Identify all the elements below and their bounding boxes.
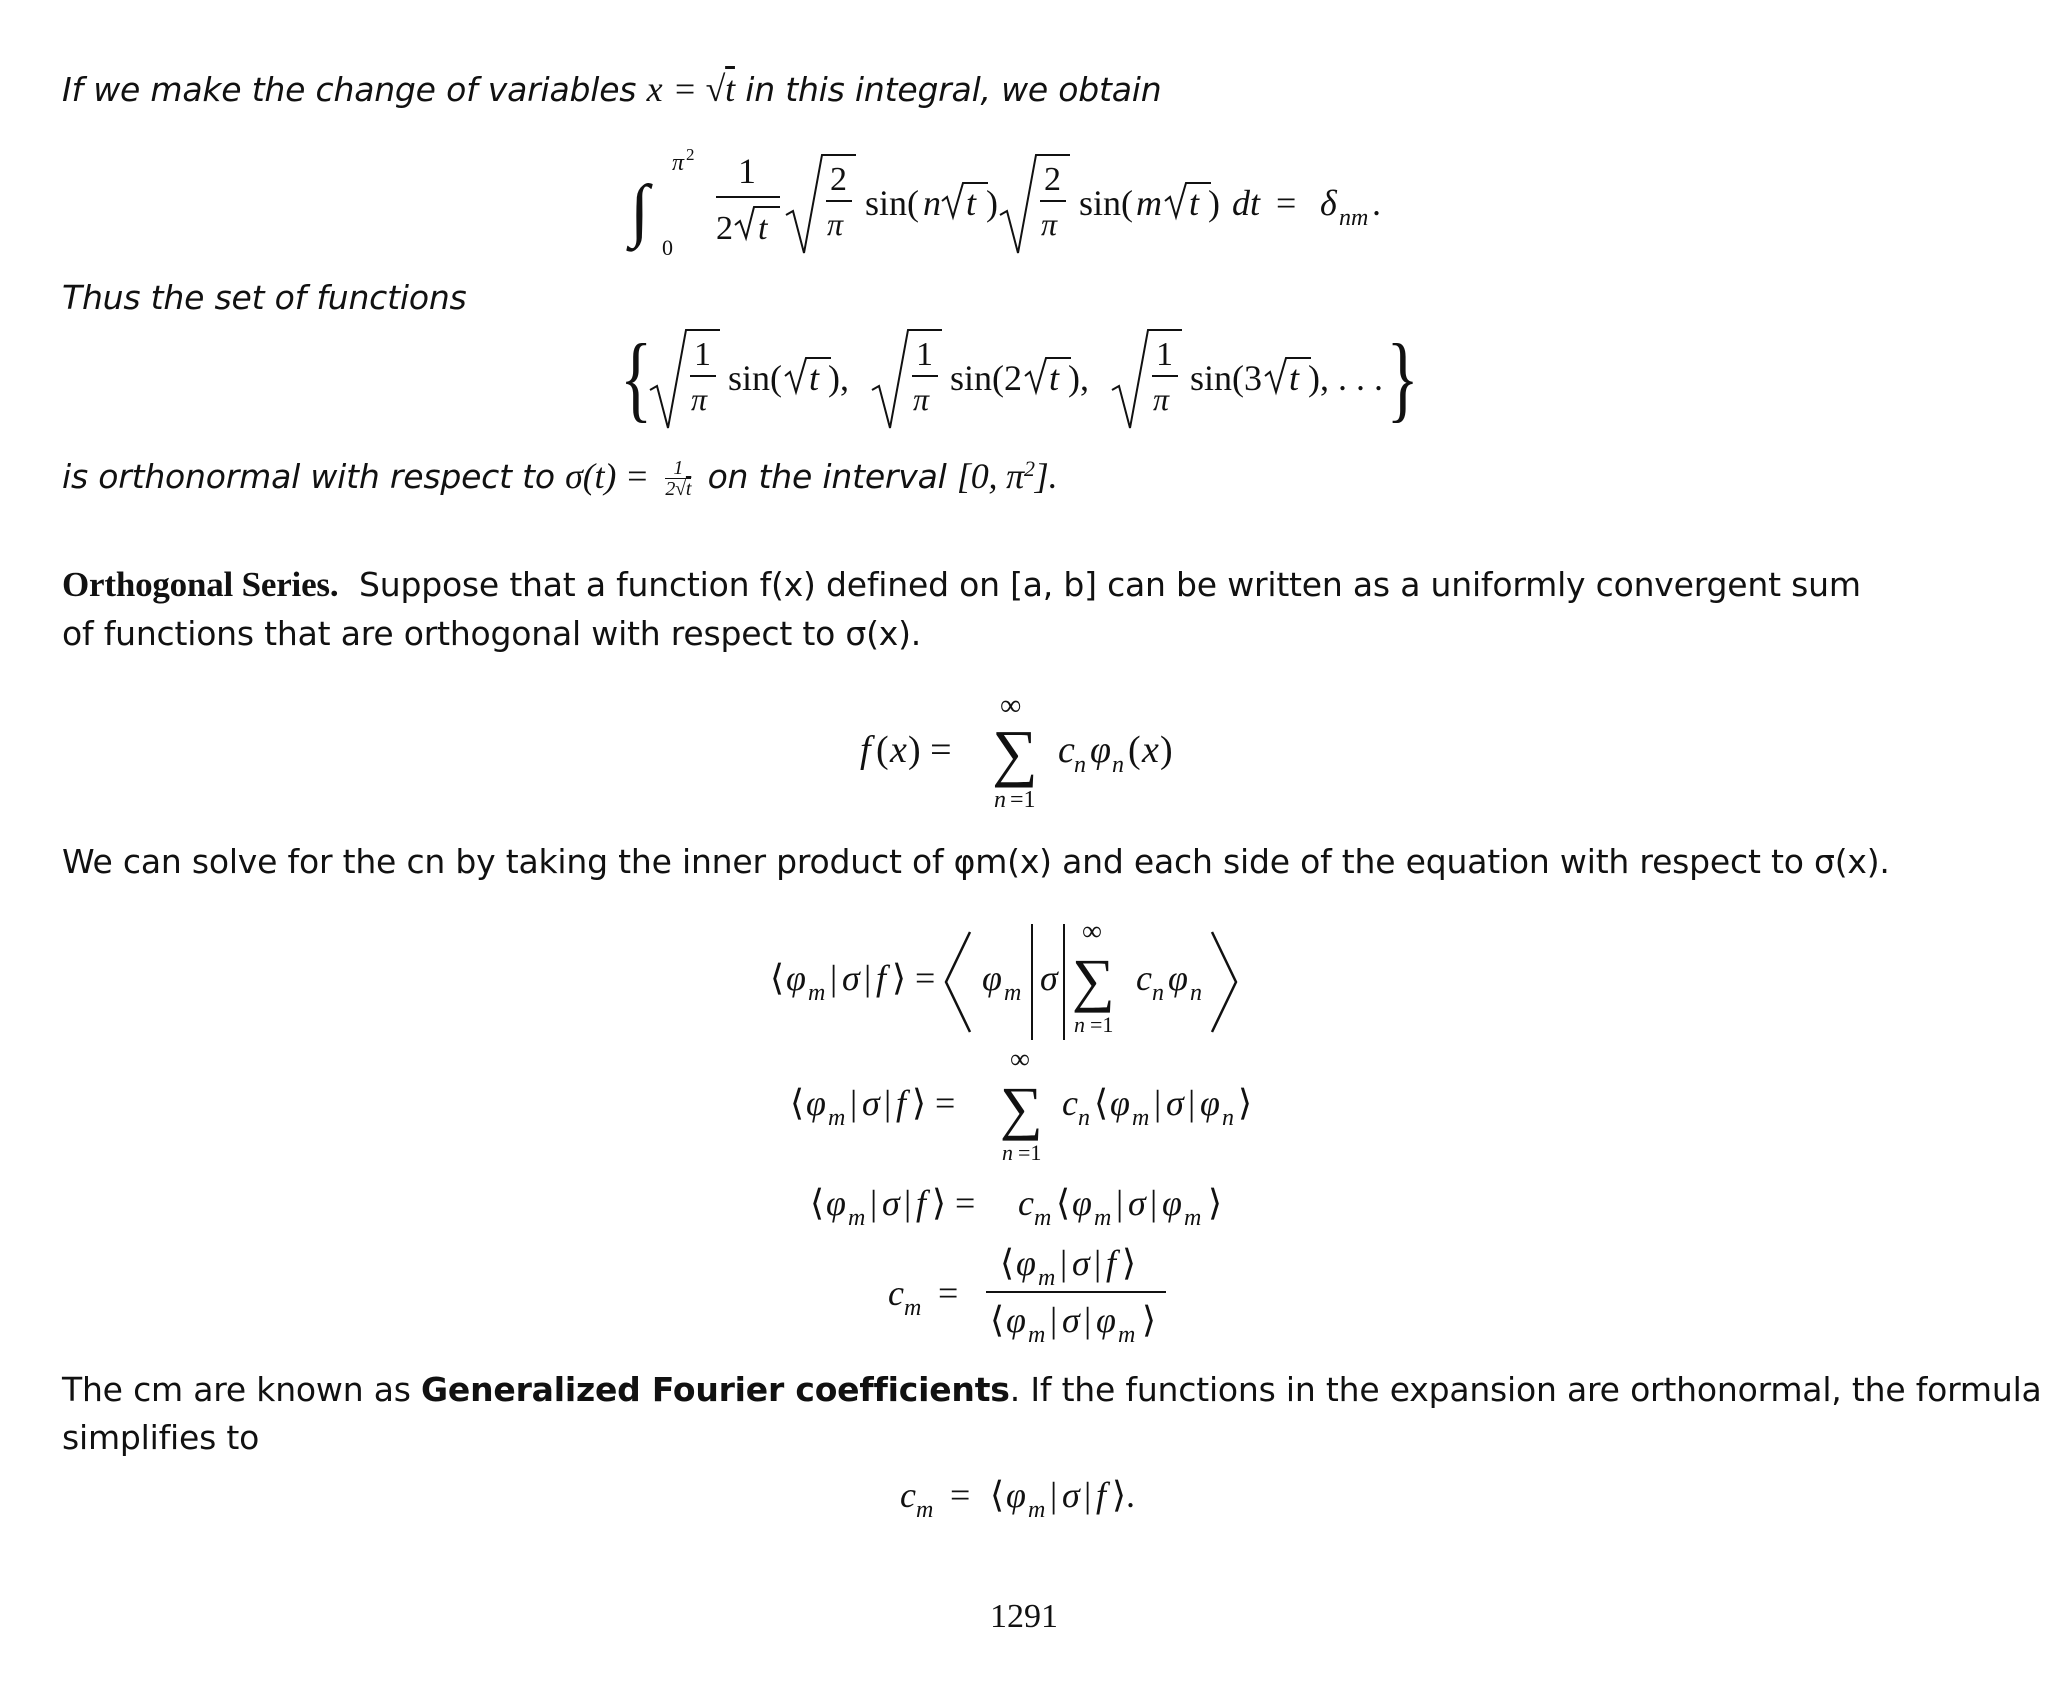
svg-text:c: c <box>1018 1183 1034 1223</box>
svg-text:c: c <box>900 1475 916 1515</box>
svg-text:n: n <box>1152 980 1164 1006</box>
svg-text:⟩: ⟩ <box>1122 1243 1137 1283</box>
svg-text:⟨: ⟨ <box>990 1475 1005 1515</box>
svg-text:m: m <box>1028 1497 1046 1523</box>
svg-text:φ: φ <box>1162 1183 1182 1223</box>
series-equation <box>860 690 1200 820</box>
svg-text:|: | <box>1154 1083 1162 1123</box>
orthonormal-text: is orthonormal with respect to σ(t) = $\frac{1}{2√t}$ on the interval [0, $\pi^2$]. <box>62 456 1058 500</box>
svg-text:nm: nm <box>1339 205 1369 231</box>
svg-text:⟨: ⟨ <box>1000 1243 1015 1283</box>
svg-text:n: n <box>1190 980 1202 1006</box>
svg-text:2: 2 <box>1044 161 1061 198</box>
svg-text:φ: φ <box>1110 1083 1130 1123</box>
svg-text:∞: ∞ <box>1082 916 1102 947</box>
svg-text:φ: φ <box>786 958 806 998</box>
svg-text:σ: σ <box>1040 958 1058 998</box>
svg-text:n: n <box>1002 1140 1013 1165</box>
svg-text:=1: =1 <box>1090 1012 1114 1037</box>
svg-text:n: n <box>994 787 1006 813</box>
svg-text:δ: δ <box>1320 183 1337 223</box>
fourier-coefficients-text: The cm are known as Generalized Fourier coefficients. If the functions in the expansion are orthonormal, the formula <box>62 1370 2042 1409</box>
svg-text:|: | <box>1188 1083 1196 1123</box>
svg-text:=1: =1 <box>1018 1140 1042 1165</box>
svg-text:|: | <box>1050 1475 1058 1515</box>
svg-text:x: x <box>890 729 907 771</box>
svg-text:f: f <box>1096 1475 1107 1515</box>
svg-text:m: m <box>1118 1322 1136 1348</box>
svg-text:n: n <box>1074 1012 1085 1037</box>
svg-text:∑: ∑ <box>1000 1075 1043 1141</box>
svg-text:|: | <box>1060 1243 1068 1283</box>
solve-text: We can solve for the cn by taking the inner product of φm(x) and each side of the equation with respect to σ(x). <box>62 842 1890 881</box>
svg-text:m: m <box>848 1205 866 1231</box>
svg-text:sin(: sin( <box>865 183 919 223</box>
svg-text:σ: σ <box>1062 1300 1080 1340</box>
svg-text:φ: φ <box>1016 1243 1036 1283</box>
svg-text:t: t <box>758 210 768 247</box>
svg-text:): ) <box>1208 183 1220 223</box>
integral-equation <box>620 135 1440 265</box>
svg-text:∞: ∞ <box>1010 1044 1030 1075</box>
svg-text:m: m <box>828 1105 846 1131</box>
svg-text:) =: ) = <box>908 729 952 771</box>
svg-text:n: n <box>1222 1105 1234 1131</box>
svg-text:m: m <box>1132 1105 1150 1131</box>
svg-text:σ: σ <box>1166 1083 1184 1123</box>
svg-text:(: ( <box>1128 729 1141 771</box>
svg-text:2: 2 <box>686 145 695 164</box>
svg-text:π: π <box>691 381 708 417</box>
svg-text:f: f <box>1106 1243 1117 1283</box>
svg-text:dt: dt <box>1232 183 1261 223</box>
svg-text:1: 1 <box>916 336 933 373</box>
svg-text:sin(: sin( <box>1079 183 1133 223</box>
svg-text:π: π <box>672 150 685 176</box>
svg-text:⟨: ⟨ <box>1094 1083 1109 1123</box>
svg-text:1: 1 <box>1156 336 1173 373</box>
svg-text:f: f <box>916 1183 927 1223</box>
svg-text:=: = <box>950 1475 971 1515</box>
svg-text:|: | <box>1050 1300 1058 1340</box>
svg-text:sin(2: sin(2 <box>950 358 1022 398</box>
svg-text:=1: =1 <box>1010 787 1036 813</box>
svg-text:⟨: ⟨ <box>770 958 785 998</box>
svg-text:t: t <box>1289 358 1300 398</box>
svg-text:c: c <box>1136 958 1152 998</box>
svg-text:): ) <box>986 183 998 223</box>
svg-text:σ: σ <box>882 1183 900 1223</box>
svg-text:|: | <box>904 1183 912 1223</box>
svg-text:⟩: ⟩ <box>1238 1083 1253 1123</box>
svg-text:sin(3: sin(3 <box>1190 358 1262 398</box>
svg-text:t: t <box>809 358 820 398</box>
svg-text:⟨: ⟨ <box>810 1183 825 1223</box>
svg-text:φ: φ <box>1072 1183 1092 1223</box>
svg-text:1: 1 <box>738 151 756 191</box>
svg-text:0: 0 <box>662 235 673 260</box>
svg-text:|: | <box>1150 1183 1158 1223</box>
svg-text:|: | <box>1084 1300 1092 1340</box>
svg-text:|: | <box>1116 1183 1124 1223</box>
section-heading: Orthogonal Series. <box>62 565 339 604</box>
function-set <box>620 310 1440 440</box>
svg-text:t: t <box>966 183 977 223</box>
svg-text:}: } <box>1386 324 1419 431</box>
svg-text:|: | <box>1084 1475 1092 1515</box>
svg-text:m: m <box>916 1497 934 1523</box>
svg-text:∫: ∫ <box>630 172 650 249</box>
svg-text:φ: φ <box>1090 729 1112 771</box>
functions-intro: Thus the set of functions <box>62 278 467 317</box>
svg-text:2: 2 <box>716 210 733 247</box>
svg-text:c: c <box>888 1273 904 1313</box>
svg-text:n: n <box>1078 1105 1090 1131</box>
svg-text:), . . .: ), . . . <box>1308 358 1383 398</box>
svg-text:∑: ∑ <box>1072 947 1115 1013</box>
svg-text:): ) <box>1160 729 1173 771</box>
section-line-2: of functions that are orthogonal with respect to σ(x). <box>62 614 922 653</box>
svg-text:n: n <box>1112 752 1124 778</box>
svg-text:σ: σ <box>1072 1243 1090 1283</box>
svg-text:m: m <box>1028 1322 1046 1348</box>
derivation-equations <box>760 910 1320 1350</box>
bold-term: Generalized Fourier coefficients <box>421 1370 1010 1409</box>
svg-text:t: t <box>1049 358 1060 398</box>
svg-text:|: | <box>850 1083 858 1123</box>
page-number: 1291 <box>990 1598 1058 1635</box>
svg-text:2: 2 <box>830 161 847 198</box>
svg-text:⟩ =: ⟩ = <box>892 958 936 998</box>
simplifies-text: simplifies to <box>62 1418 260 1457</box>
svg-text:|: | <box>870 1183 878 1223</box>
svg-text:σ: σ <box>1128 1183 1146 1223</box>
svg-text:⟩ =: ⟩ = <box>912 1083 956 1123</box>
svg-text:⟨: ⟨ <box>790 1083 805 1123</box>
svg-text:φ: φ <box>1096 1300 1116 1340</box>
svg-text:=: = <box>1276 183 1297 223</box>
svg-text:m: m <box>1004 980 1022 1006</box>
svg-text:π: π <box>1153 381 1170 417</box>
svg-text:1: 1 <box>694 336 711 373</box>
svg-text:.: . <box>1372 183 1381 223</box>
svg-text:m: m <box>1136 183 1162 223</box>
svg-text:m: m <box>1034 1205 1052 1231</box>
svg-text:⟩.: ⟩. <box>1112 1475 1136 1515</box>
svg-text:φ: φ <box>1006 1475 1026 1515</box>
svg-text:σ: σ <box>842 958 860 998</box>
section-orthogonal-series <box>62 565 2002 605</box>
svg-text:⟩: ⟩ <box>1142 1300 1157 1340</box>
orthonormal-coefficient-equation <box>890 1465 1170 1525</box>
svg-text:c: c <box>1062 1083 1078 1123</box>
svg-text:|: | <box>830 958 838 998</box>
svg-text:n: n <box>1074 752 1086 778</box>
svg-text:σ: σ <box>862 1083 880 1123</box>
svg-text:φ: φ <box>982 958 1002 998</box>
svg-text:f: f <box>860 729 871 771</box>
svg-text:∑: ∑ <box>992 717 1038 788</box>
svg-text:|: | <box>1094 1243 1102 1283</box>
svg-text:m: m <box>1184 1205 1202 1231</box>
svg-text:f: f <box>876 958 887 998</box>
svg-text:m: m <box>1094 1205 1112 1231</box>
svg-text:φ: φ <box>1006 1300 1026 1340</box>
svg-text:π: π <box>827 206 844 242</box>
svg-text:{: { <box>620 324 653 431</box>
svg-text:σ: σ <box>1062 1475 1080 1515</box>
svg-text:),: ), <box>1068 358 1089 398</box>
svg-text:|: | <box>884 1083 892 1123</box>
svg-text:φ: φ <box>1200 1083 1220 1123</box>
svg-text:=: = <box>938 1273 959 1313</box>
svg-text:|: | <box>864 958 872 998</box>
svg-text:∞: ∞ <box>1000 690 1022 722</box>
svg-text:⟨: ⟨ <box>1056 1183 1071 1223</box>
svg-text:n: n <box>923 183 941 223</box>
svg-text:φ: φ <box>826 1183 846 1223</box>
svg-text:⟨: ⟨ <box>990 1300 1005 1340</box>
svg-text:m: m <box>904 1295 922 1321</box>
intro-text: If we make the change of variables x = √t in this integral, we obtain <box>62 69 1162 109</box>
svg-text:t: t <box>1189 183 1200 223</box>
svg-text:π: π <box>913 381 930 417</box>
svg-text:c: c <box>1058 729 1075 771</box>
svg-text:π: π <box>1041 206 1058 242</box>
svg-text:φ: φ <box>1168 958 1188 998</box>
svg-text:m: m <box>808 980 826 1006</box>
svg-text:m: m <box>1038 1265 1056 1291</box>
svg-text:(: ( <box>876 729 889 771</box>
svg-text:⟩: ⟩ <box>1208 1183 1223 1223</box>
svg-text:),: ), <box>828 358 849 398</box>
svg-text:φ: φ <box>806 1083 826 1123</box>
svg-text:sin(: sin( <box>728 358 782 398</box>
svg-text:f: f <box>896 1083 907 1123</box>
svg-text:⟩ =: ⟩ = <box>932 1183 976 1223</box>
svg-text:x: x <box>1142 729 1159 771</box>
section-line-1: Suppose that a function f(x) defined on [a, b] can be written as a uniformly convergent sum <box>358 565 1861 604</box>
